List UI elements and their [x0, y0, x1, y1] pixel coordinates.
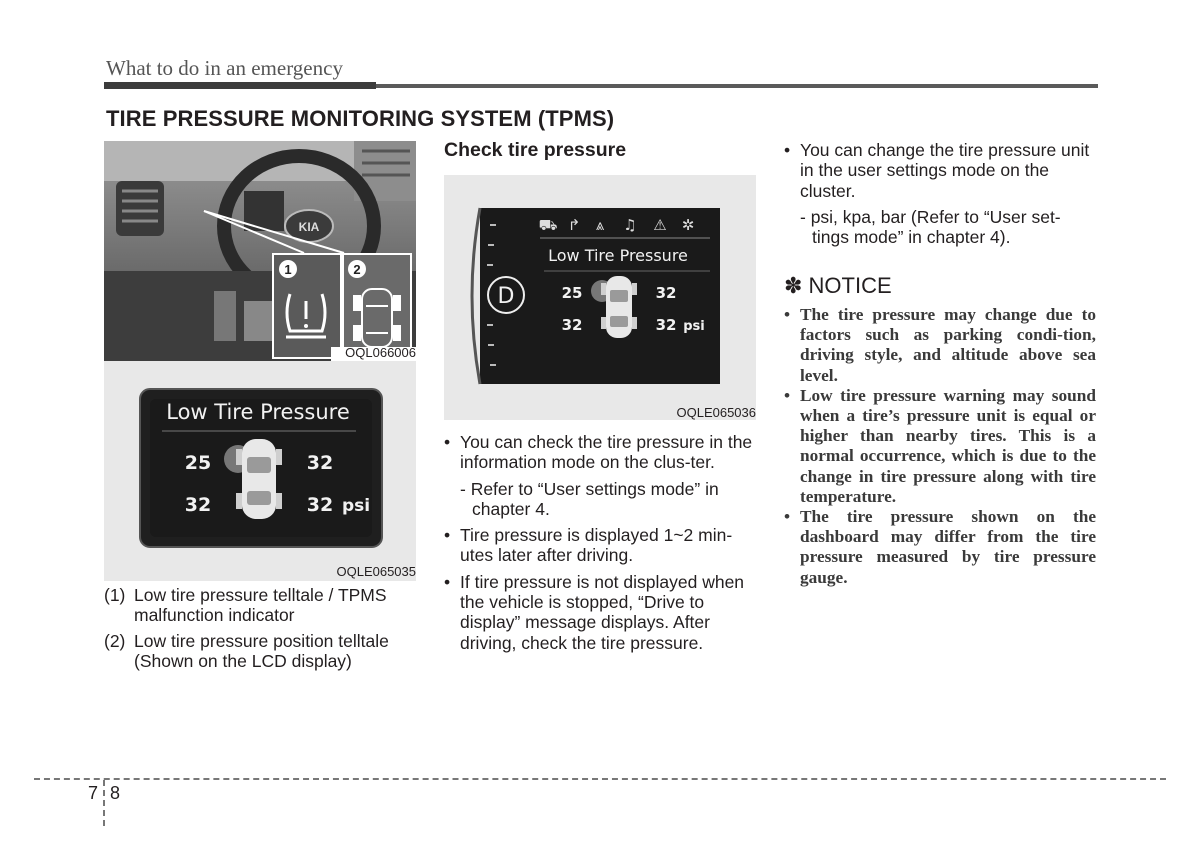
display-title: Low Tire Pressure	[548, 246, 688, 265]
front-right-pressure: 32	[306, 452, 334, 474]
badge-1: 1	[284, 262, 292, 277]
caption-number: (2)	[104, 630, 126, 651]
svg-text:⩓: ⩓	[595, 216, 605, 234]
display-title: Low Tire Pressure	[166, 400, 350, 424]
rear-left-pressure: 32	[561, 316, 583, 334]
figure-code-1: OQL066006	[345, 345, 416, 360]
svg-text:⚠: ⚠	[653, 216, 667, 234]
unit-subnote-1: - psi, kpa, bar (Refer to “User set-tings mode” in chapter 4).	[800, 206, 1061, 248]
caption-text: Low tire pressure telltale / TPMS malfunction indicator	[134, 585, 387, 626]
caption-item-1	[104, 585, 422, 626]
footer-divider	[103, 780, 105, 826]
chapter-title: What to do in an emergency	[106, 56, 343, 80]
unit-bullet-1: • You can change the tire pressure unit in the user settings mode on the cluster.	[784, 140, 1097, 201]
svg-text:✲: ✲	[681, 216, 695, 234]
unit-change-text	[784, 140, 1097, 253]
check-bullet-2: • Tire pressure is displayed 1~2 min-utes later after driving.	[444, 525, 757, 566]
check-bullet-1: • You can check the tire pressure in the information mode on the clus-ter.	[444, 432, 757, 473]
rear-left-pressure: 32	[184, 494, 212, 516]
notice-item: • The tire pressure shown on the dashboard may differ from the tire pressure measured by tire pressure gauge.	[784, 507, 1096, 588]
dashboard-illustration	[104, 141, 416, 361]
check-bullet-3: • If tire pressure is not displayed when the vehicle is stopped, “Drive to display” message displays. After driving, check the tire pressure.	[444, 572, 757, 653]
svg-text:⛟: ⛟	[538, 216, 558, 234]
front-right-pressure: 32	[655, 284, 677, 302]
figure-code-2: OQLE065035	[336, 564, 416, 579]
check-tire-pressure-heading: Check tire pressure	[444, 139, 627, 161]
caption-text: Low tire pressure position telltale (Shown on the LCD display)	[134, 630, 389, 671]
notice-item: • The tire pressure may change due to factors such as parking condi-tion, driving style, and altitude above sea level.	[784, 305, 1096, 386]
badge-2: 2	[353, 262, 361, 277]
rear-right-pressure: 32	[655, 316, 677, 334]
figure-captions	[104, 585, 422, 676]
svg-text:KIA: KIA	[298, 220, 320, 234]
pressure-unit: psi	[683, 319, 705, 334]
svg-text:↱: ↱	[567, 216, 581, 234]
caption-number: (1)	[104, 585, 126, 605]
notice-item: • Low tire pressure warning may sound when a tire’s pressure unit is equal or higher than nearby tires. This is a normal occurrence, which is due to the change in tire pressure along with tire temperature.	[784, 386, 1096, 507]
gear-indicator: D	[497, 284, 515, 309]
svg-text:♫: ♫	[623, 216, 637, 234]
caption-item-2	[104, 631, 422, 672]
notice-list	[784, 305, 1096, 588]
dashboard-photo	[104, 141, 416, 361]
low-tire-pressure-display	[104, 361, 416, 581]
header-rule-accent	[104, 82, 376, 89]
footer-rule	[34, 778, 1166, 780]
rear-right-pressure: 32	[306, 494, 334, 516]
pressure-unit: psi	[341, 496, 371, 516]
notice-title: ✽ NOTICE	[784, 273, 892, 298]
check-subnote-1: - Refer to “User settings mode” in chapter 4.	[460, 478, 719, 519]
cluster-display	[444, 175, 756, 420]
page-number: 8	[110, 783, 121, 803]
check-pressure-text	[444, 432, 757, 659]
figure-code-3: OQLE065036	[676, 405, 756, 420]
chapter-number: 7	[88, 783, 99, 803]
front-left-pressure: 25	[184, 452, 212, 474]
front-left-pressure: 25	[561, 284, 583, 302]
section-title: TIRE PRESSURE MONITORING SYSTEM (TPMS)	[106, 106, 615, 131]
